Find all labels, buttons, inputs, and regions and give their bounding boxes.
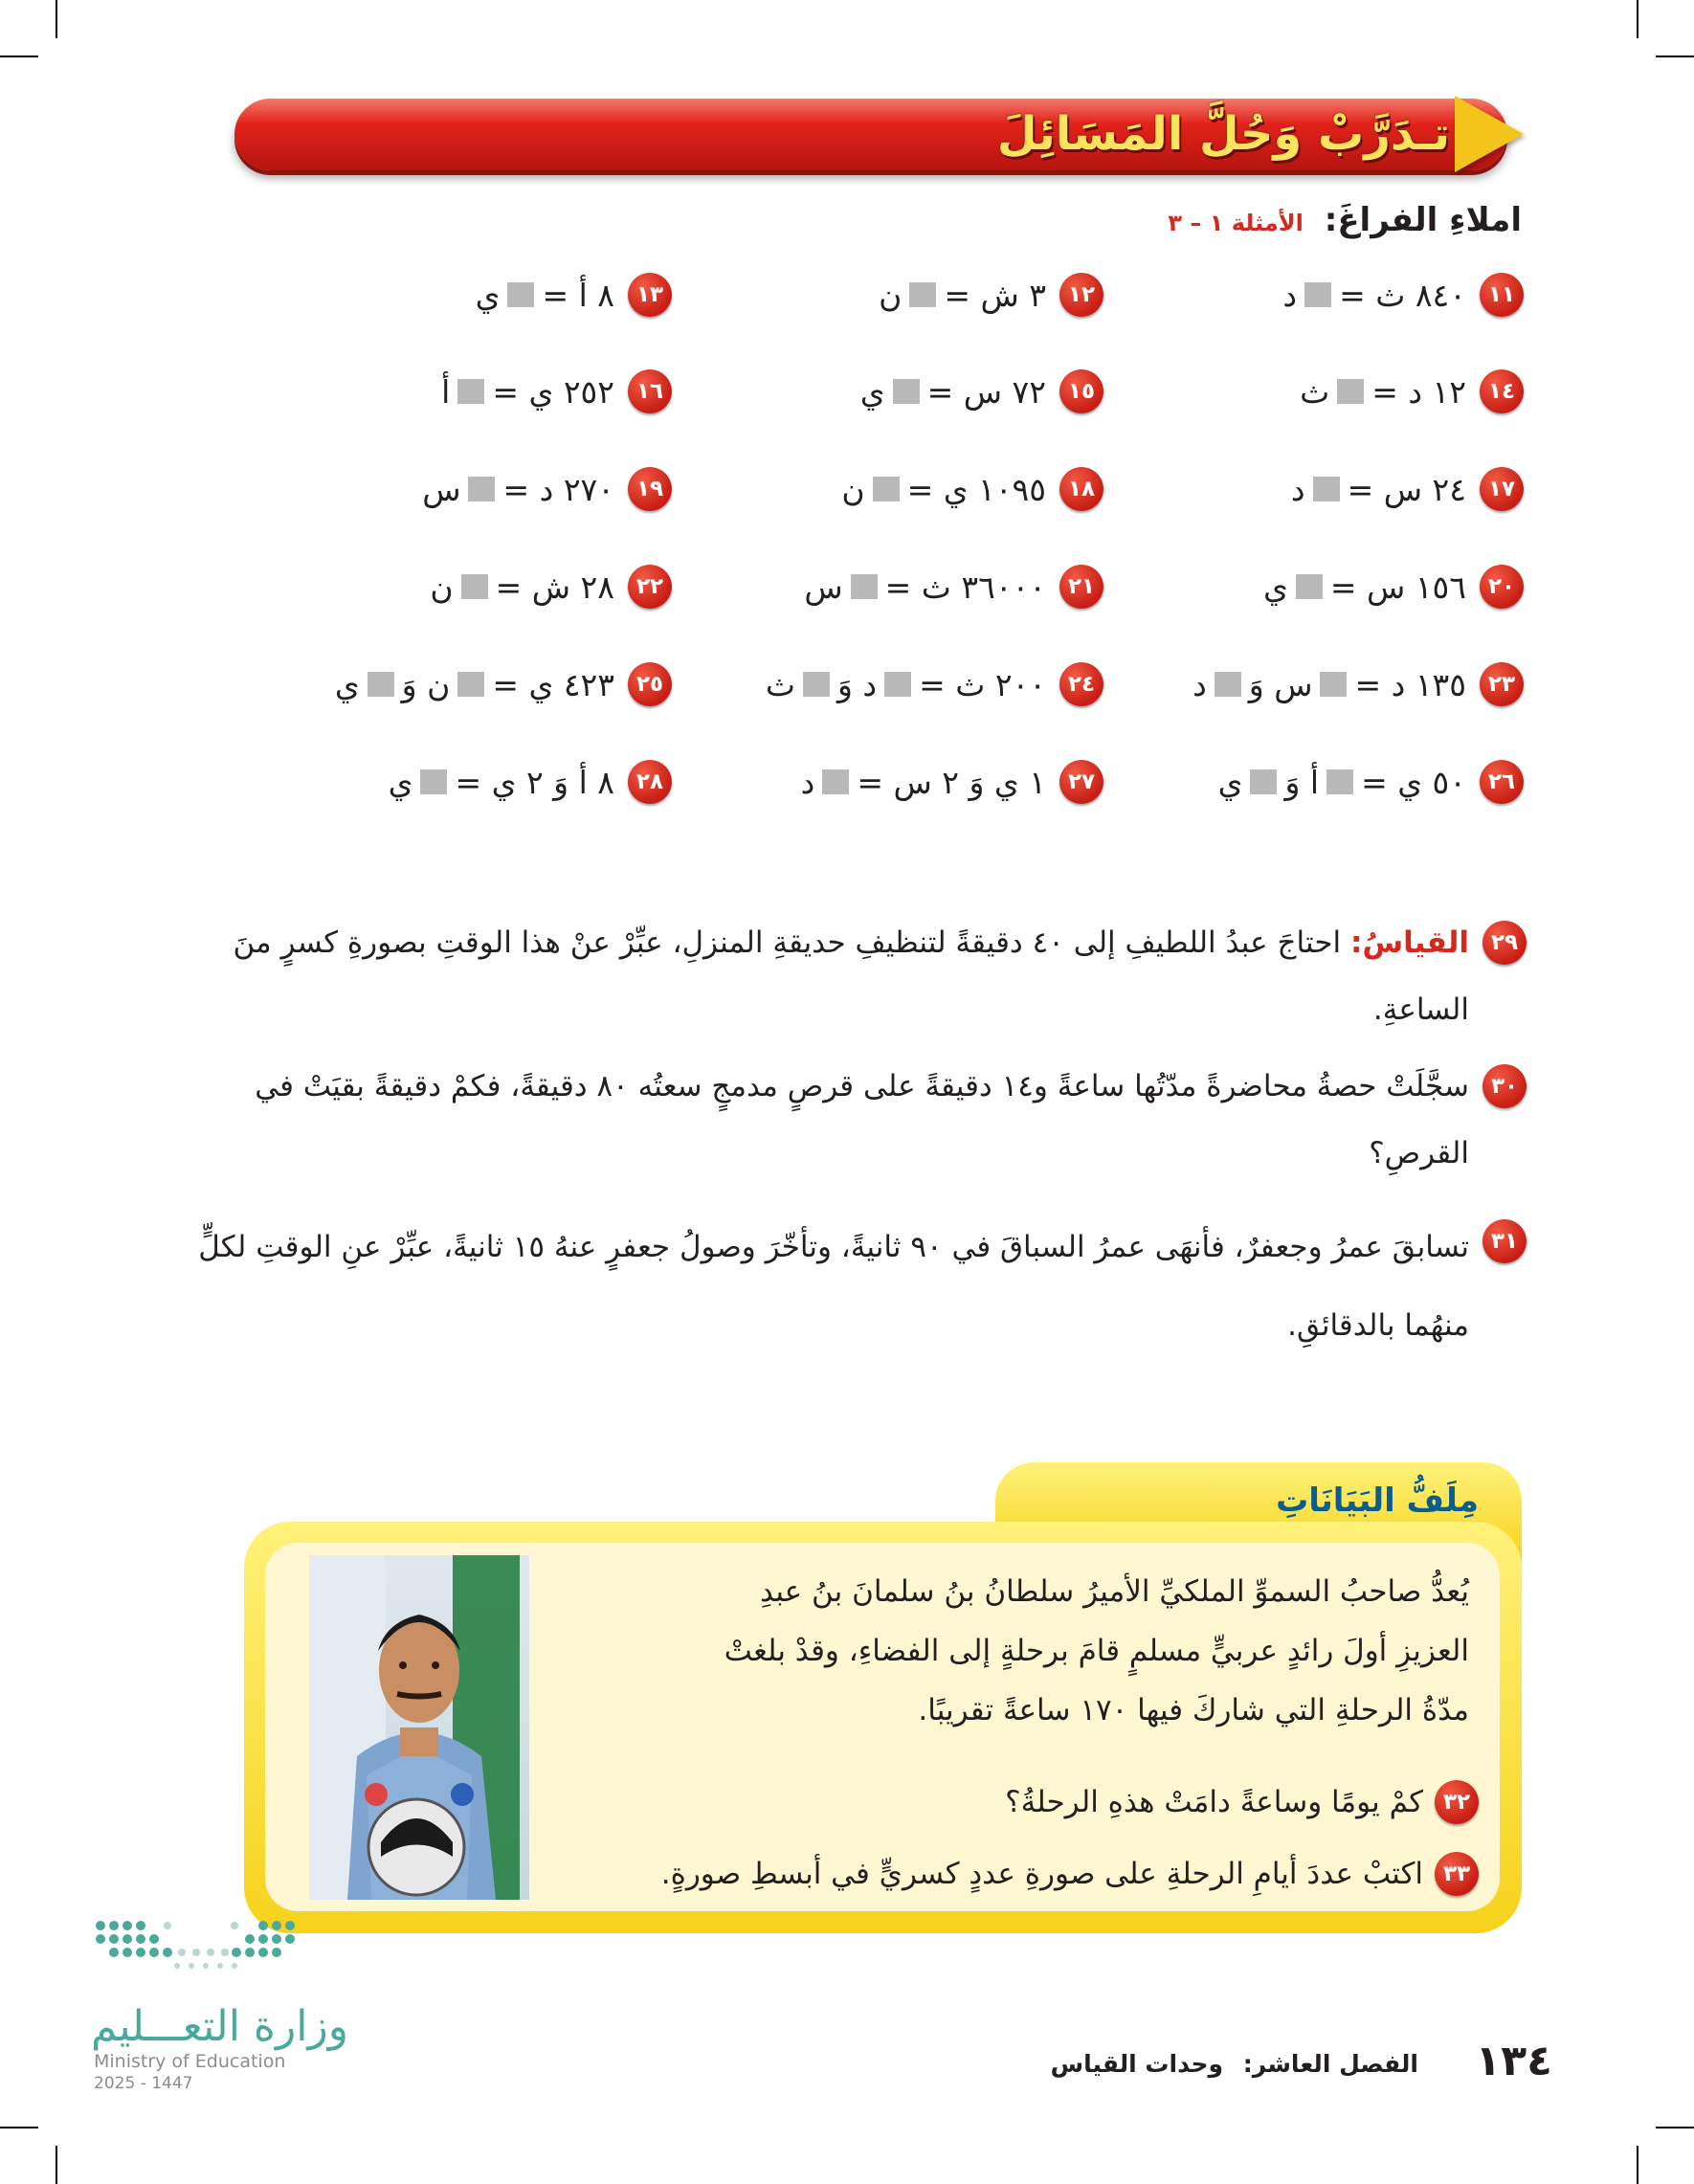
problem-text [172, 909, 1469, 1043]
answer-blank[interactable] [457, 379, 484, 404]
exercise-item [1263, 565, 1524, 609]
exercise-item [766, 662, 1103, 706]
exercise-expression [441, 373, 614, 411]
exercise-item [860, 369, 1103, 413]
expression-text: ٢٨ ش = [495, 568, 614, 606]
astronaut-photo [309, 1555, 529, 1900]
exercise-item [801, 760, 1103, 804]
exercise-number: ١٦ [628, 369, 672, 413]
crop-mark [1637, 2146, 1638, 2184]
chapter-footer [1051, 2050, 1418, 2078]
expression-text: ١٣٥ د = [1354, 665, 1466, 703]
data-question-32 [1005, 1780, 1479, 1824]
answer-blank[interactable] [893, 379, 920, 404]
exercise-expression [801, 764, 1046, 801]
exercise-item [1282, 273, 1524, 317]
exercise-expression [335, 666, 614, 703]
expression-text: ث [765, 665, 795, 703]
crop-mark [1656, 2127, 1694, 2128]
expression-text: ي [1217, 763, 1243, 801]
exercise-item [441, 369, 672, 413]
exercise-number: ٢٢ [628, 565, 672, 609]
question-number: ٣٣ [1435, 1852, 1479, 1896]
exercise-number: ١٨ [1059, 467, 1103, 511]
problem-label: القياسُ: [1349, 925, 1469, 960]
exercise-expression [1300, 373, 1466, 411]
exercise-number: ١٩ [628, 467, 672, 511]
expression-text: د [1192, 665, 1207, 703]
exercise-number: ١١ [1480, 273, 1524, 317]
exercise-number: ٢٤ [1059, 662, 1103, 706]
ministry-year: 2025 - 1447 [94, 2074, 193, 2093]
chapter-title: وحدات القياس [1050, 2050, 1224, 2078]
expression-text: ١٢ د = [1371, 372, 1466, 411]
exercise-number: ١٥ [1059, 369, 1103, 413]
answer-blank[interactable] [909, 282, 936, 307]
expression-text: ٣ ش = [944, 276, 1046, 314]
expression-text: ٢٤ س = [1347, 470, 1466, 508]
answer-blank[interactable] [468, 477, 495, 501]
expression-text: ٨ أ = [542, 276, 614, 314]
exercise-expression [860, 373, 1046, 411]
problem-29 [172, 909, 1527, 1043]
exercise-expression [1282, 277, 1466, 314]
exercise-expression [430, 568, 614, 606]
expression-text: س [804, 568, 843, 606]
page-number: ١٣٤ [1475, 2037, 1552, 2085]
expression-text: ي [388, 763, 413, 801]
exercise-number: ٢١ [1059, 565, 1103, 609]
expression-text: ١٠٩٥ ي = [906, 470, 1046, 508]
exercise-item [1192, 662, 1524, 706]
problem-number: ٣١ [1482, 1219, 1527, 1263]
answer-blank[interactable] [461, 574, 488, 599]
fill-heading-text: املاءِ الفراغَ: [1324, 201, 1522, 239]
expression-text: د [800, 763, 815, 801]
exercise-expression [1291, 471, 1466, 508]
problem-31 [172, 1208, 1527, 1365]
expression-text: ي [1263, 568, 1288, 606]
exercise-item [804, 565, 1103, 609]
exercise-number: ٢٣ [1480, 662, 1524, 706]
expression-text: ٨٤٠ ث = [1339, 276, 1466, 314]
exercise-item [476, 273, 672, 317]
exercise-expression [389, 764, 614, 801]
expression-text: أ [441, 372, 451, 411]
question-number: ٣٢ [1435, 1780, 1479, 1824]
expression-text: ن وَ [401, 665, 451, 703]
examples-reference: الأمثلة ١ – ٣ [1168, 210, 1304, 236]
exercise-item [1218, 760, 1524, 804]
exercise-expression [476, 277, 614, 314]
exercise-expression [841, 471, 1046, 508]
answer-blank[interactable] [873, 477, 900, 501]
exercise-number: ٢٥ [628, 662, 672, 706]
banner-title: تـدَرَّبْ وَحُلَّ المَسَائِلَ [996, 107, 1450, 161]
expression-text: س [422, 470, 461, 508]
expression-text: ث [1300, 372, 1330, 411]
expression-text: ي [859, 372, 885, 411]
exercise-number: ١٢ [1059, 273, 1103, 317]
answer-blank[interactable] [507, 282, 534, 307]
chapter-label: الفصل العاشر: [1242, 2050, 1418, 2078]
exercise-item [335, 662, 672, 706]
expression-text: ١٥٦ س = [1329, 568, 1466, 606]
answer-blank[interactable] [368, 672, 394, 697]
data-question-33 [661, 1852, 1479, 1896]
expression-text: ٤٢٣ ي = [492, 665, 614, 703]
exercise-expression [1263, 568, 1466, 606]
expression-text: ٣٦٠٠٠ ث = [884, 568, 1046, 606]
answer-blank[interactable] [822, 769, 849, 794]
exercise-item [879, 273, 1103, 317]
exercise-number: ١٧ [1480, 467, 1524, 511]
answer-blank[interactable] [803, 672, 830, 697]
answer-blank[interactable] [1326, 769, 1353, 794]
answer-blank[interactable] [1313, 477, 1340, 501]
exercise-expression [879, 277, 1046, 314]
exercise-item [1291, 467, 1524, 511]
expression-text: ٢٧٠ د = [502, 470, 614, 508]
astronaut-illustration [309, 1555, 529, 1900]
expression-text: د [1290, 470, 1305, 508]
exercise-item [389, 760, 672, 804]
problem-body: احتاجَ عبدُ اللطيفِ إلى ٤٠ دقيقةً لتنظيفِ حديقةِ المنزلِ، عبِّرْ عنْ هذا الوقتِ بصورةِ كسرٍ منَ الساعةِ. [233, 925, 1469, 1027]
problem-text: سجَّلَتْ حصةُ محاضرةً مدّتُها ساعةً و١٤ دقيقةً على قرصٍ مدمجٍ سعتُه ٨٠ دقيقةً، فكمْ دقيقةً بقيَتْ في القرصِ؟ [255, 1069, 1469, 1170]
expression-text: ن [841, 470, 865, 508]
expression-text: ٥٠ ي = [1361, 763, 1466, 801]
exercise-expression [766, 666, 1046, 703]
crop-mark [1656, 56, 1694, 57]
problem-number: ٣٠ [1482, 1064, 1527, 1108]
crop-mark [56, 0, 57, 38]
expression-text: ٢٥٢ ي = [492, 372, 614, 411]
expression-text: ٢٠٠ ث = [919, 665, 1046, 703]
expression-text: ٧٢ س = [926, 372, 1046, 411]
data-file-paragraph: يُعدُّ صاحبُ السموِّ الملكيِّ الأميرُ سلطانُ بنُ سلمانَ بنُ عبدِ العزيزِ أولَ رائدٍ عربيٍّ مسلمٍ قامَ برحلةٍ إلى الفضاءِ، وقدْ بلغتْ مدّةُ الرحلةِ التي شاركَ فيها ١٧٠ ساعةً تقريبًا. [724, 1574, 1469, 1727]
answer-blank[interactable] [884, 672, 911, 697]
exercise-number: ١٤ [1480, 369, 1524, 413]
answer-blank[interactable] [1296, 574, 1323, 599]
exercise-item [1300, 369, 1524, 413]
crop-mark [0, 56, 38, 57]
answer-blank[interactable] [457, 672, 484, 697]
expression-text: ٨ أ وَ ٢ ي = [455, 763, 614, 801]
exercise-expression [804, 568, 1046, 606]
expression-text: د [1282, 276, 1298, 314]
answer-blank[interactable] [1250, 769, 1277, 794]
exercise-number: ٢٦ [1480, 760, 1524, 804]
exercise-item [430, 565, 672, 609]
expression-text: ن [879, 276, 903, 314]
exercise-expression [1192, 666, 1466, 703]
answer-blank[interactable] [1320, 672, 1347, 697]
exercise-number: ١٣ [628, 273, 672, 317]
expression-text: ي [334, 665, 360, 703]
crop-mark [56, 2146, 57, 2184]
answer-blank[interactable] [420, 769, 447, 794]
exercise-item [841, 467, 1103, 511]
exercise-number: ٢٧ [1059, 760, 1103, 804]
exercise-item [422, 467, 672, 511]
fill-heading [1168, 201, 1522, 239]
crop-mark [1637, 0, 1638, 38]
problem-text: تسابقَ عمرُ وجعفرٌ، فأنهَى عمرُ السباقَ في ٩٠ ثانيةً، وتأخّرَ وصولُ جعفرٍ عنهُ ١٥ ثانيةً، عبِّرْ عنِ الوقتِ لكلٍّ منهُما بالدقائقِ. [198, 1230, 1469, 1343]
exercise-expression [1218, 764, 1466, 801]
answer-blank[interactable] [851, 574, 878, 599]
expression-text: ١ ي وَ ٢ س = [857, 763, 1046, 801]
problem-30 [172, 1053, 1527, 1187]
exercise-number: ٢٠ [1480, 565, 1524, 609]
data-file-title: مِلَفُّ البَيَانَاتِ [1276, 1482, 1479, 1520]
expression-text: ن [430, 568, 454, 606]
exercise-expression [422, 471, 614, 508]
expression-text: س وَ [1248, 665, 1313, 703]
question-text: كمْ يومًا وساعةً دامَتْ هذهِ الرحلةُ؟ [1005, 1785, 1423, 1819]
exercise-number: ٢٨ [628, 760, 672, 804]
banner-arrow-icon [1455, 96, 1524, 172]
answer-blank[interactable] [1304, 282, 1331, 307]
ministry-name-english: Ministry of Education [94, 2051, 286, 2072]
answer-blank[interactable] [1337, 379, 1364, 404]
answer-blank[interactable] [1215, 672, 1241, 697]
question-text: اكتبْ عددَ أيامِ الرحلةِ على صورةِ عددٍ كسريٍّ في أبسطِ صورةٍ. [660, 1857, 1423, 1891]
crop-mark [0, 2127, 38, 2128]
expression-text: ي [475, 276, 501, 314]
expression-text: د وَ [836, 665, 878, 703]
problem-number: ٢٩ [1482, 921, 1527, 965]
expression-text: أ وَ [1284, 763, 1320, 801]
ministry-name-arabic: وزارة التعـــليم [91, 2002, 348, 2051]
